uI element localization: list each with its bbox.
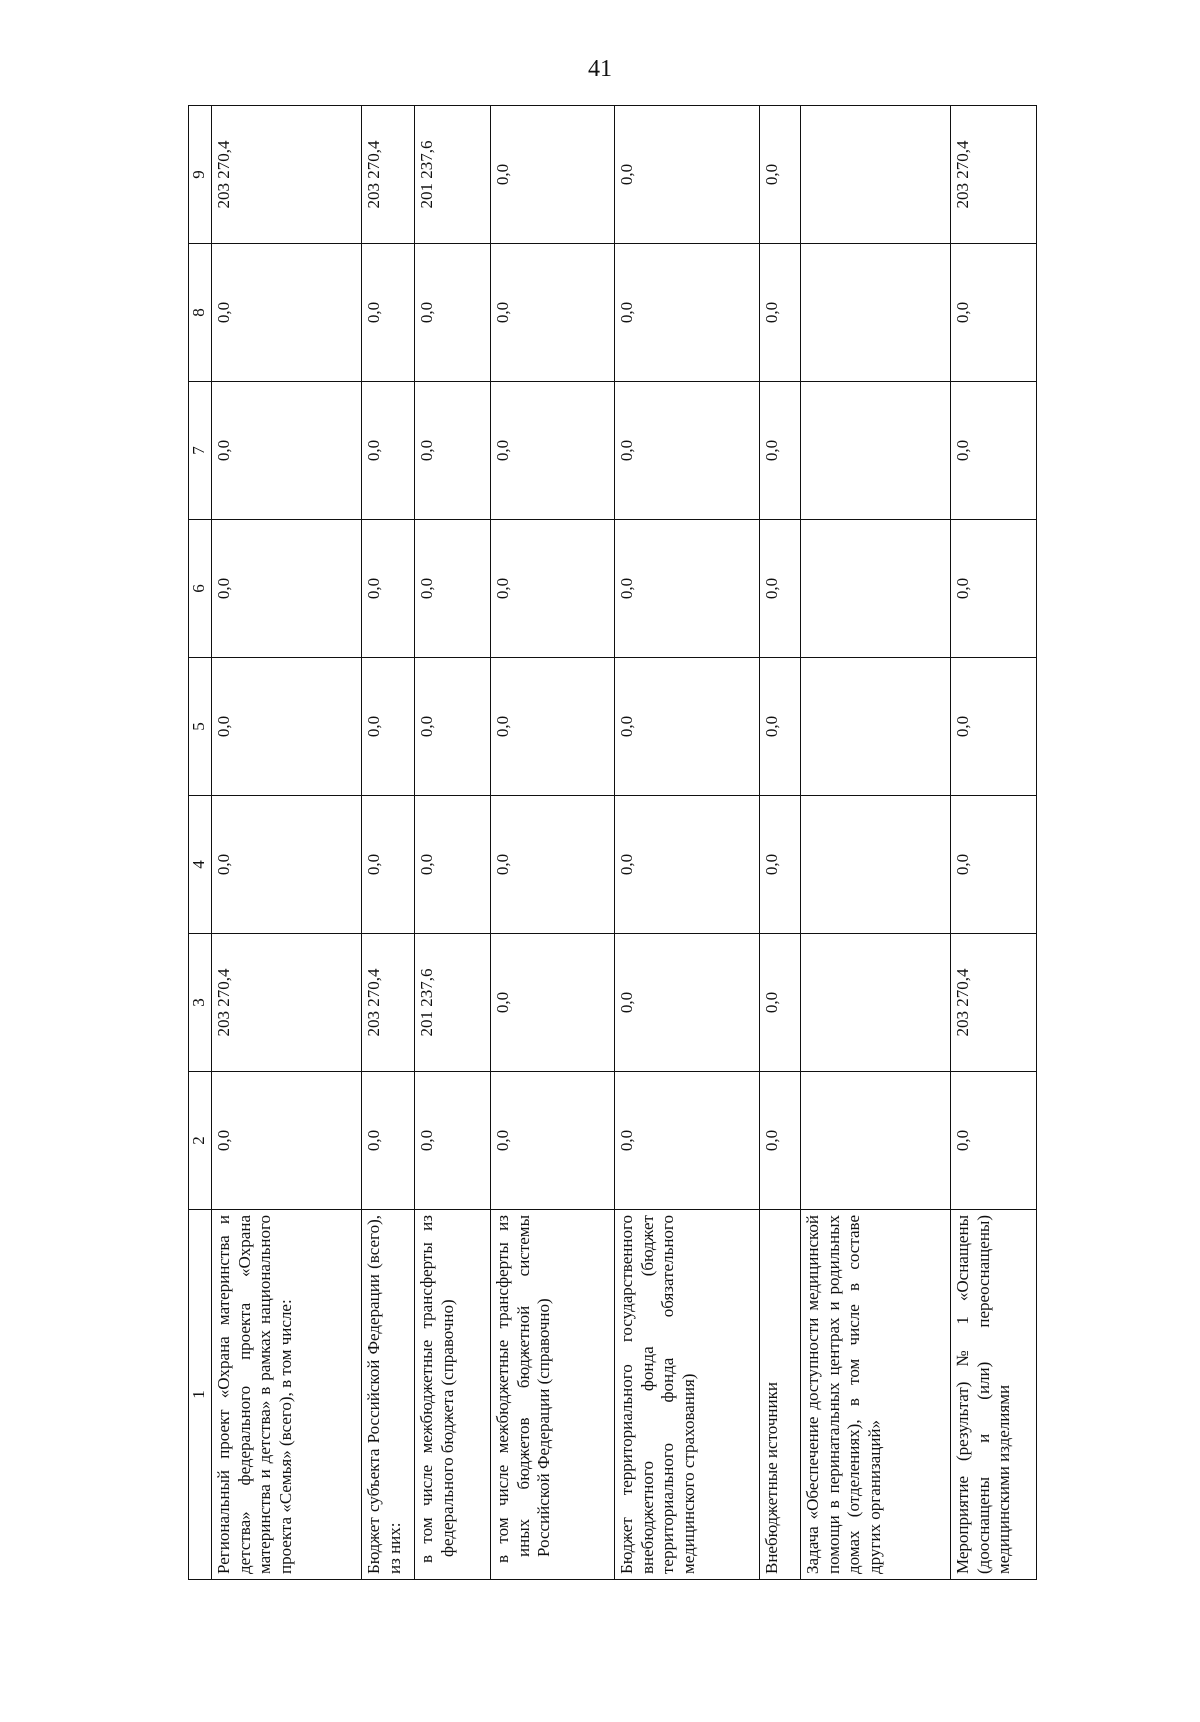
table-row <box>801 106 951 1580</box>
table-cell: 0,0 <box>951 244 1037 382</box>
table-row <box>362 106 415 1580</box>
table-cell: 0,0 <box>212 244 362 382</box>
table-cell: 0,0 <box>212 658 362 796</box>
table-cell: 0,0 <box>760 244 801 382</box>
table-cell: 0,0 <box>212 1072 362 1210</box>
table-cell: 0,0 <box>362 244 415 382</box>
table-cell: 0,0 <box>491 796 615 934</box>
table-cell: 0,0 <box>362 658 415 796</box>
table-cell: 0,0 <box>362 796 415 934</box>
row-label: Бюджет субъекта Российской Федерации (всего), из них: <box>362 1210 415 1580</box>
table-cell <box>801 934 951 1072</box>
row-label: Бюджет территориального государственного внебюджетного фонда (бюджет территориального фонда обязательного медицинского страхования) <box>615 1210 760 1580</box>
header-row <box>189 106 212 1580</box>
row-label: Региональный проект «Охрана материнства и детства» федерального проекта «Охрана материнства и детства» в рамках национального проекта «Семья» (всего), в том числе: <box>212 1210 362 1580</box>
table-cell: 0,0 <box>212 796 362 934</box>
table-row <box>615 106 760 1580</box>
table-cell: 0,0 <box>491 520 615 658</box>
column-header: 5 <box>189 658 212 796</box>
table-cell <box>801 1072 951 1210</box>
table-cell <box>801 796 951 934</box>
table-cell: 0,0 <box>362 382 415 520</box>
rotated-table-container <box>188 105 1035 1580</box>
table-cell: 0,0 <box>415 382 491 520</box>
column-header: 6 <box>189 520 212 658</box>
row-label: в том числе межбюджетные трансферты из иных бюджетов бюджетной системы Российской Федерации (справочно) <box>491 1210 615 1580</box>
table-cell: 203 270,4 <box>362 934 415 1072</box>
table-cell <box>801 106 951 244</box>
table-cell: 0,0 <box>760 520 801 658</box>
table-cell: 0,0 <box>615 382 760 520</box>
table-cell: 0,0 <box>951 796 1037 934</box>
column-header: 1 <box>189 1210 212 1580</box>
table-cell: 0,0 <box>491 244 615 382</box>
table-cell: 0,0 <box>615 520 760 658</box>
table-cell: 0,0 <box>615 1072 760 1210</box>
row-label: Мероприятие (результат) № 1 «Оснащены (дооснащены и (или) переоснащены) медицинскими изделиями <box>951 1210 1037 1580</box>
table-cell: 0,0 <box>491 106 615 244</box>
table-row <box>760 106 801 1580</box>
table-row <box>491 106 615 1580</box>
table-row <box>415 106 491 1580</box>
table-cell: 0,0 <box>415 520 491 658</box>
column-header: 3 <box>189 934 212 1072</box>
table-cell: 203 270,4 <box>362 106 415 244</box>
table-cell <box>801 382 951 520</box>
table-cell: 203 270,4 <box>212 106 362 244</box>
table-cell <box>801 520 951 658</box>
table-cell: 0,0 <box>951 658 1037 796</box>
table-cell: 0,0 <box>212 520 362 658</box>
table-cell <box>801 658 951 796</box>
table-cell: 203 270,4 <box>951 106 1037 244</box>
table-cell: 0,0 <box>212 382 362 520</box>
table-cell: 0,0 <box>951 382 1037 520</box>
table-cell: 0,0 <box>415 796 491 934</box>
table-cell: 0,0 <box>491 382 615 520</box>
table-cell: 0,0 <box>951 1072 1037 1210</box>
table-cell <box>801 244 951 382</box>
table-cell: 0,0 <box>760 658 801 796</box>
row-label: Задача «Обеспечение доступности медицинской помощи в перинатальных центрах и родильных домах (отделениях), в том числе в составе других организаций» <box>801 1210 951 1580</box>
table-cell: 0,0 <box>615 106 760 244</box>
column-header: 8 <box>189 244 212 382</box>
table-cell: 203 270,4 <box>951 934 1037 1072</box>
table-cell: 0,0 <box>362 1072 415 1210</box>
table-cell: 0,0 <box>491 658 615 796</box>
column-header: 4 <box>189 796 212 934</box>
table-row <box>212 106 362 1580</box>
column-header: 7 <box>189 382 212 520</box>
row-label: в том числе межбюджетные трансферты из федерального бюджета (справочно) <box>415 1210 491 1580</box>
table-cell: 0,0 <box>491 934 615 1072</box>
table-cell: 0,0 <box>615 934 760 1072</box>
table-cell: 0,0 <box>615 244 760 382</box>
page-number: 41 <box>588 56 612 82</box>
table-cell: 201 237,6 <box>415 106 491 244</box>
table-cell: 0,0 <box>760 382 801 520</box>
column-header: 2 <box>189 1072 212 1210</box>
table-row <box>951 106 1037 1580</box>
row-label: Внебюджетные источники <box>760 1210 801 1580</box>
table-cell: 0,0 <box>415 658 491 796</box>
table-cell: 0,0 <box>951 520 1037 658</box>
table-cell: 201 237,6 <box>415 934 491 1072</box>
column-header: 9 <box>189 106 212 244</box>
table-cell: 203 270,4 <box>212 934 362 1072</box>
budget-table <box>188 105 1037 1580</box>
table-cell: 0,0 <box>491 1072 615 1210</box>
table-cell: 0,0 <box>415 244 491 382</box>
table-cell: 0,0 <box>760 106 801 244</box>
table-cell: 0,0 <box>760 796 801 934</box>
table-cell: 0,0 <box>615 796 760 934</box>
table-cell: 0,0 <box>615 658 760 796</box>
table-cell: 0,0 <box>760 1072 801 1210</box>
table-cell: 0,0 <box>415 1072 491 1210</box>
table-cell: 0,0 <box>362 520 415 658</box>
table-cell: 0,0 <box>760 934 801 1072</box>
